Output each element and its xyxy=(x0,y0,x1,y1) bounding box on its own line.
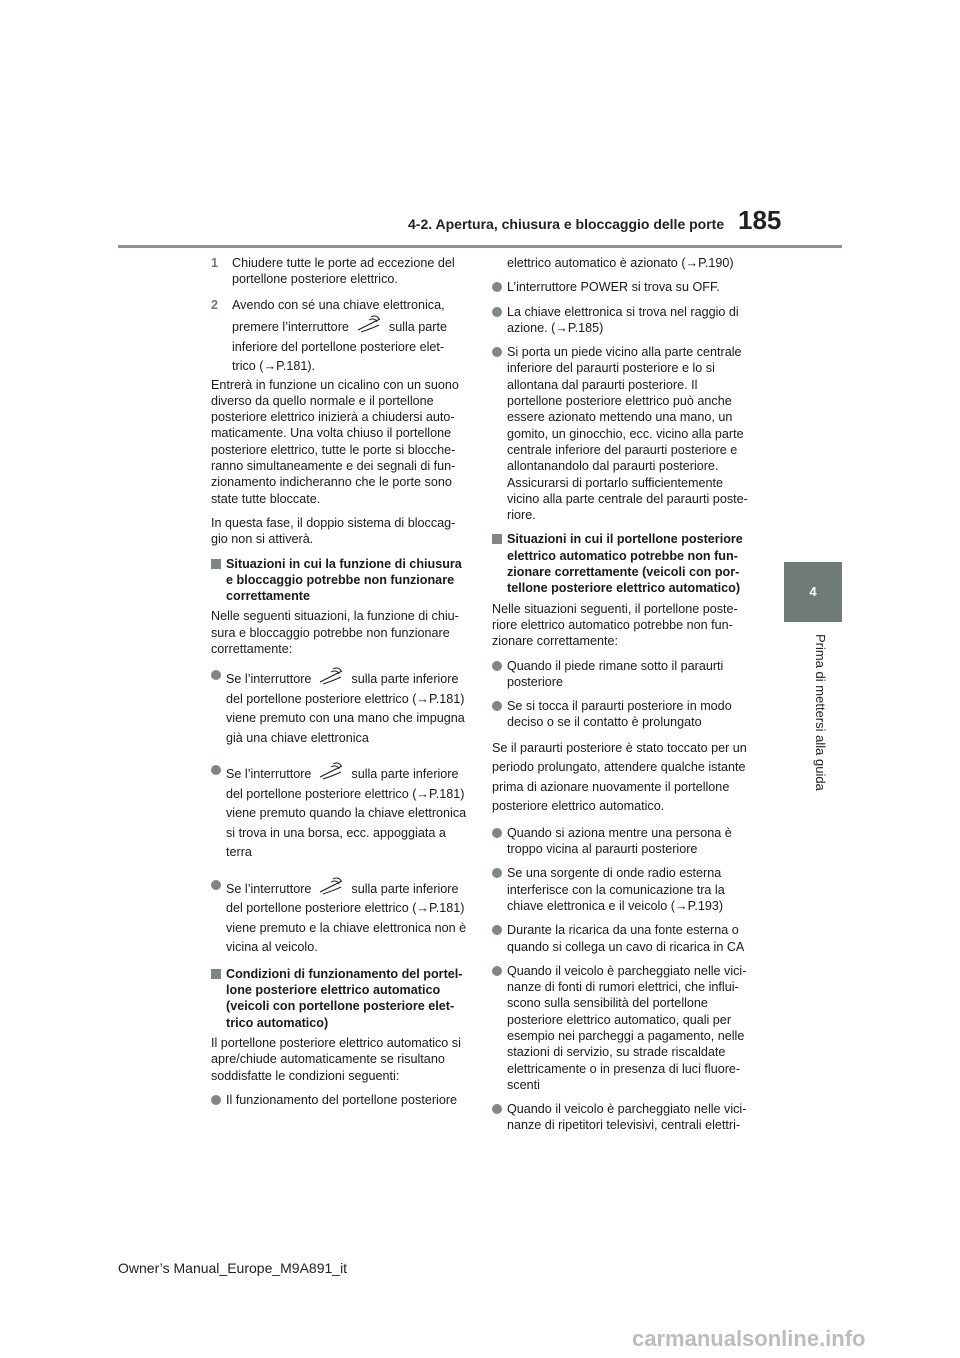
paragraph: elettrico automatico è azionato (→P.190) xyxy=(507,256,734,270)
paragraph: In questa fase, il doppio sistema di bloccag- gio non si attiverà. xyxy=(211,515,456,547)
watermark: carmanualsonline.info xyxy=(632,1326,866,1351)
paragraph: Nelle situazioni seguenti, il portellone poste- riore elettrico automatico potrebbe non fun- zionare correttamente: xyxy=(492,601,738,649)
chapter-tab: 4 xyxy=(784,562,842,622)
left-column xyxy=(211,255,471,1116)
step-text: Chiudere tutte le porte ad eccezione del portellone posteriore elettrico. xyxy=(232,256,455,287)
step-text: premere l’interruttore sulla parte xyxy=(232,315,471,338)
list-item: Quando il veicolo è parcheggiato nelle vici- nanze di ripetitori televisivi, centrali elettri- xyxy=(492,1101,754,1134)
list-item: Quando si aziona mentre una persona è troppo vicina al paraurti posteriore xyxy=(492,825,754,858)
list-item: Se si tocca il paraurti posteriore in modo deciso o se il contatto è prolungato xyxy=(492,698,754,731)
tailgate-switch-icon xyxy=(317,667,345,687)
list-item: L’interruttore POWER si trova su OFF. xyxy=(492,279,754,295)
list-item: Quando il piede rimane sotto il paraurti posteriore xyxy=(492,658,754,691)
tailgate-switch-icon xyxy=(355,315,383,335)
section-heading: Situazioni in cui la funzione di chiusura e bloccaggio potrebbe non funzionare correttamente xyxy=(211,556,471,605)
list-item: Il funzionamento del portellone posteriore xyxy=(211,1092,471,1108)
chapter-label xyxy=(769,634,869,794)
right-column xyxy=(492,255,754,1142)
step-text: trico (→P.181). xyxy=(232,359,316,374)
paragraph: Il portellone posteriore elettrico automatico si apre/chiude automaticamente se risultano soddisfatte le condizioni seguenti: xyxy=(211,1036,461,1083)
chapter-label-text: Prima di mettersi alla guida xyxy=(813,634,828,791)
page-number: 185 xyxy=(738,205,782,235)
header-rule xyxy=(118,245,842,248)
step-text: inferiore del portellone posteriore elet- xyxy=(232,339,445,354)
step-1 xyxy=(211,255,471,288)
step-number: 2 xyxy=(211,297,219,312)
list-item: Se una sorgente di onde radio esterna interferisce con la comunicazione tra la chiave elettronica e il veicolo (→P.193) xyxy=(492,865,754,914)
step-2 xyxy=(211,296,471,377)
list-item: Se l’interruttore sulla parte inferiore del portellone posteriore elettrico (→P.181) viene premuto e la chiave elettronica non è vicina al veicolo. xyxy=(211,877,471,958)
paragraph: Nelle seguenti situazioni, la funzione di chiu- sura e bloccaggio potrebbe non funzionare correttamente: xyxy=(211,609,459,657)
paragraph: Entrerà in funzione un cicalino con un suono diverso da quello normale e il portellone posteriore elettrico inizierà a chiudersi auto- maticamente. Una volta chiuso il portellone posteriore elettrico, tutte le porte si blocche- ranno simultaneamente e dei segnali di fun- zionamento indicheranno che le porte sono state tutte bloccate. xyxy=(211,377,459,506)
step-number: 1 xyxy=(211,256,219,270)
step-text: Avendo con sé una chiave elettronica, xyxy=(232,297,445,312)
section-title: 4-2. Apertura, chiusura e bloccaggio delle porte xyxy=(408,216,725,232)
list-item: Si porta un piede vicino alla parte centrale inferiore del paraurti posteriore e lo si allontana dal paraurti posteriore. Il portellone posteriore elettrico può anche essere azionato mettendo una mano, un gomito, un ginocchio, ecc. vicino alla parte centrale inferiore del paraurti posteriore e allontanandolo dal paraurti posteriore. Assicurarsi di portarlo sufficientemente vicino alla parte centrale del paraurti poste- riore. xyxy=(492,344,754,523)
section-heading: Condizioni di funzionamento del portel- lone posteriore elettrico automatico (veicoli con portellone posteriore elet- trico automatico) xyxy=(211,966,471,1031)
list-item: Durante la ricarica da una fonte esterna o quando si collega un cavo di ricarica in CA xyxy=(492,922,754,955)
list-item: La chiave elettronica si trova nel raggio di azione. (→P.185) xyxy=(492,304,754,337)
list-item: Quando il veicolo è parcheggiato nelle vici- nanze di fonti di rumori elettrici, che influi- scono sulla sensibilità del portellone posteriore elettrico automatico, quali per esempio nei parcheggi a pagamento, nelle stazioni di servizio, su strade riscaldate elettricamente o in presenza di luci fluore- scenti xyxy=(492,963,754,1093)
footer-text: Owner’s Manual_Europe_M9A891_it xyxy=(118,1260,348,1276)
tailgate-switch-icon xyxy=(317,877,345,897)
section-heading: Situazioni in cui il portellone posteriore elettrico automatico potrebbe non fun- zionare correttamente (veicoli con por- tellone posteriore elettrico automatico) xyxy=(492,531,754,596)
list-item: Se l’interruttore sulla parte inferiore del portellone posteriore elettrico (→P.181) viene premuto con una mano che impugna già una chiave elettronica xyxy=(211,667,471,748)
list-item: Se l’interruttore sulla parte inferiore del portellone posteriore elettrico (→P.181) viene premuto quando la chiave elettronica si trova in una borsa, ecc. appoggiata a terra xyxy=(211,762,471,863)
tailgate-switch-icon xyxy=(317,762,345,782)
paragraph: Se il paraurti posteriore è stato toccato per un periodo prolungato, attendere qualche istante prima di azionare nuovamente il portellone posteriore elettrico automatico. xyxy=(492,740,747,814)
